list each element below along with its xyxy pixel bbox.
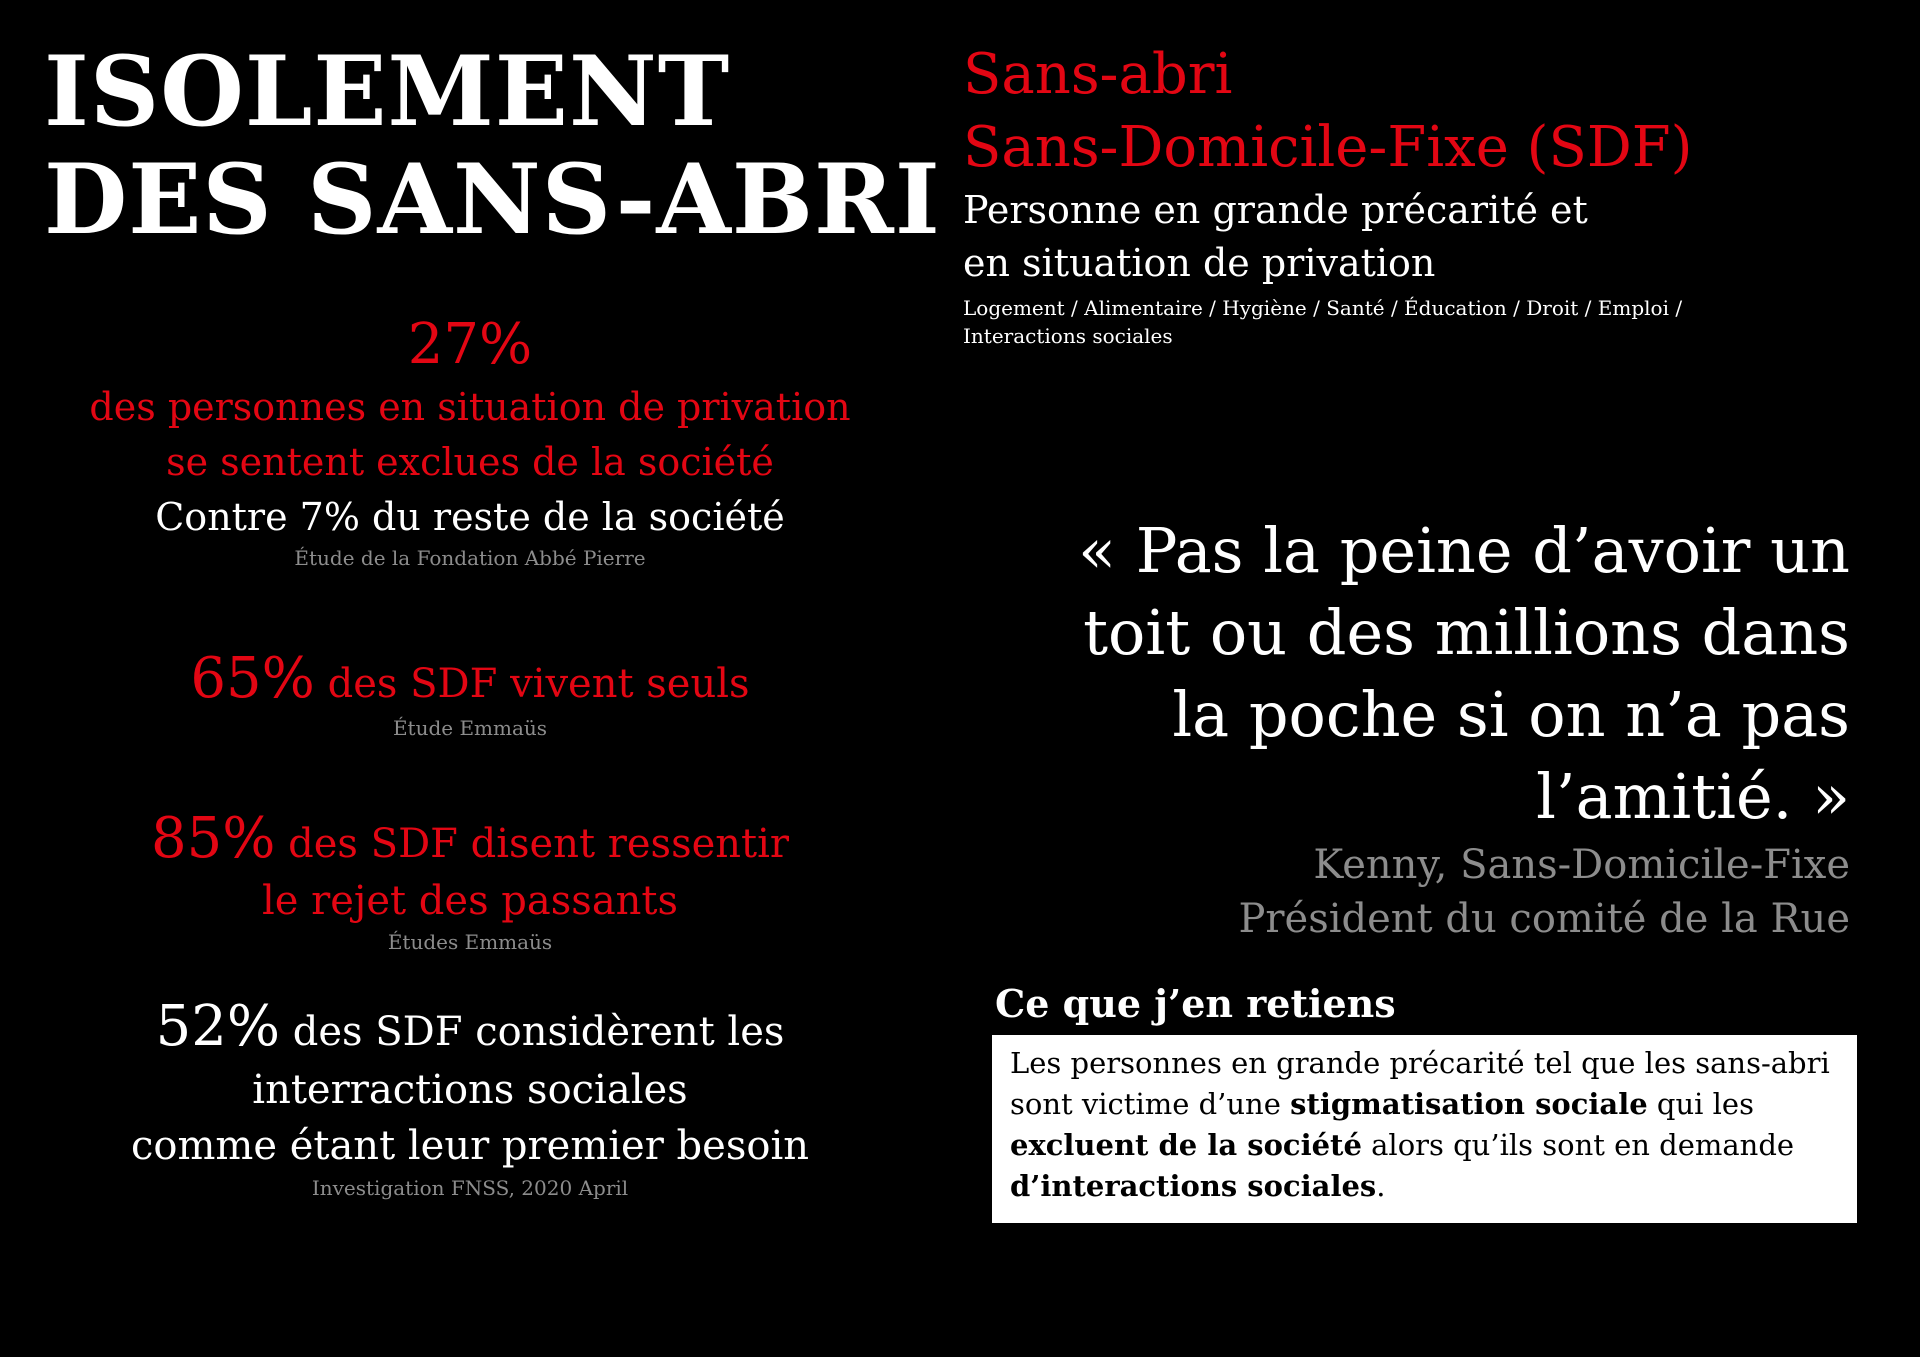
title-line-2: DES SANS-ABRI — [44, 143, 941, 256]
quote-author-role: Président du comité de la Rue — [1238, 896, 1850, 942]
stat-value: 27% — [407, 312, 533, 377]
takeaway-emphasis: excluent de la société — [1010, 1128, 1362, 1162]
definition-categories — [963, 294, 1903, 350]
takeaway-text: qui les — [1647, 1087, 1754, 1121]
definition-block — [963, 38, 1903, 350]
stat-source: Études Emmaüs — [387, 930, 553, 954]
definition-description: en situation de privation — [963, 241, 1436, 285]
stat-text-line: interractions sociales — [252, 1067, 688, 1113]
quote-line: « Pas la peine d’avoir un — [1078, 514, 1850, 587]
stat-value: 52% — [155, 994, 281, 1059]
stat-text-line: se sentent exclues de la société — [166, 440, 774, 484]
stat-source: Investigation FNSS, 2020 April — [311, 1176, 629, 1200]
stat-source: Étude de la Fondation Abbé Pierre — [294, 546, 646, 570]
takeaway-emphasis: stigmatisation sociale — [1290, 1087, 1648, 1121]
takeaway-text: Les personnes en grande précarité tel que les sans-abri sont victime d’une — [1010, 1046, 1830, 1121]
categories-line: Logement / Alimentaire / Hygiène / Santé / Éducation / Droit / Emploi / — [963, 296, 1683, 320]
stat-source: Étude Emmaüs — [392, 716, 548, 740]
definition-description: Personne en grande précarité et — [963, 188, 1588, 232]
stat-contrast: Contre 7% du reste de la société — [155, 495, 785, 539]
quote-line: toit ou des millions dans — [1083, 596, 1850, 669]
quote-block — [950, 510, 1850, 946]
takeaway-text: . — [1376, 1169, 1386, 1203]
categories-line: Interactions sociales — [963, 324, 1173, 348]
takeaway-box — [992, 1035, 1857, 1223]
stat-block-rejection — [20, 804, 920, 956]
quote-line: l’amitié. » — [1536, 760, 1850, 833]
stat-text-line: le rejet des passants — [261, 878, 679, 924]
stat-block-alone — [20, 644, 920, 742]
stat-block-exclusion — [20, 310, 920, 572]
stat-text-line: comme étant leur premier besoin — [130, 1123, 809, 1169]
stat-text-line: des SDF considèrent les — [280, 1009, 785, 1055]
takeaway-text: alors qu’ils sont en demande — [1361, 1128, 1795, 1162]
stat-value: 85% — [150, 806, 276, 871]
quote-author: Kenny, Sans-Domicile-Fixe — [1313, 842, 1850, 888]
definition-term: Sans-abri — [963, 42, 1233, 107]
stat-text-line: des personnes en situation de privation — [89, 385, 851, 429]
stat-block-social-needs — [20, 992, 920, 1202]
stat-text-line: des SDF disent ressentir — [275, 821, 790, 867]
stat-text-line: des SDF vivent seuls — [314, 661, 750, 707]
takeaway-emphasis: d’interactions sociales — [1010, 1169, 1377, 1203]
page-title — [44, 35, 944, 256]
quote-line: la poche si on n’a pas — [1172, 678, 1850, 751]
stat-value: 65% — [190, 646, 315, 711]
title-line-1: ISOLEMENT — [44, 35, 731, 148]
definition-term: Sans-Domicile-Fixe (SDF) — [963, 115, 1693, 180]
takeaway-heading: Ce que j’en retiens — [995, 981, 1396, 1026]
